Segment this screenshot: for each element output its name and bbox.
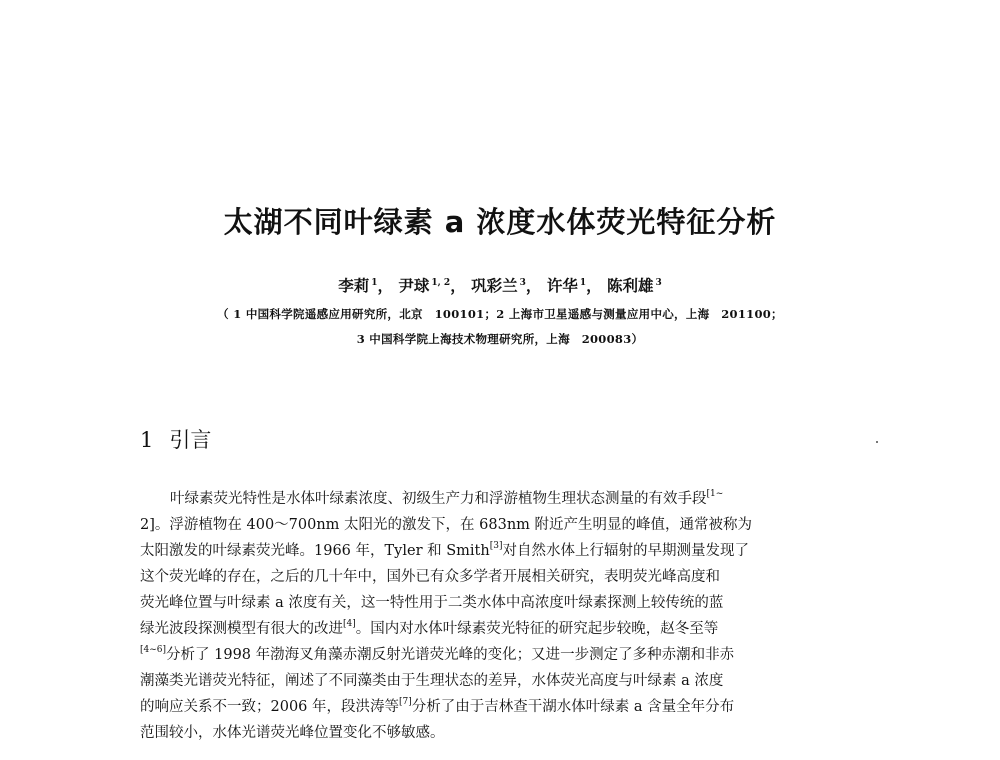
paragraph-line: 的响应关系不一致；2006 年，段洪涛等[7]分析了由于吉林查干湖水体叶绿素 a 含量全年分布 xyxy=(140,697,735,715)
paragraph-line: 2]。浮游植物在 400～700nm 太阳光的激发下，在 683nm 附近产生明显的峰值，通常被称为 xyxy=(140,517,753,533)
author: 尹球 $^{1, 2}$， xyxy=(398,276,466,295)
paragraph-line: 潮藻类光谱荧光特征，阐述了不同藻类由于生理状态的差异，水体荧光高度与叶绿素 a 浓度 xyxy=(140,673,724,689)
citation: [4~6] xyxy=(140,645,167,655)
affiliation-line: 3 中国科学院上海技术物理研究所，上海 200083） xyxy=(356,332,644,346)
citation: [1~ xyxy=(706,489,724,499)
citation: [3] xyxy=(489,541,503,551)
paragraph-line: 太阳激发的叶绿素荧光峰。1966 年，Tyler 和 Smith[3]对自然水体上行辐射的早期测量发现了 xyxy=(140,541,749,559)
section-number: 1 xyxy=(140,428,154,452)
paragraph-line: 叶绿素荧光特性是水体叶绿素浓度、初级生产力和浮游植物生理状态测量的有效手段$^{[1\sim}$ xyxy=(170,489,724,507)
section-title: 引言 xyxy=(169,428,212,452)
citation: [4] xyxy=(343,619,356,629)
paragraph-line: 荧光峰位置与叶绿素 a 浓度有关，这一特性用于二类水体中高浓度叶绿素探测上较传统的蓝 xyxy=(140,595,724,611)
affiliation-line: （ 1 中国科学院遥感应用研究所，北京 100101；2 上海市卫星遥感与测量应用中心，上海 201100； xyxy=(217,307,783,321)
paragraph-line: 范围较小，水体光谱荧光峰位置变化不够敏感。 xyxy=(140,725,445,741)
citation: [7] xyxy=(399,697,412,707)
author: 巩彩兰 $^3$， xyxy=(471,276,542,295)
intro-paragraph xyxy=(140,486,862,746)
scan-speck xyxy=(876,441,878,443)
author: 陈利雄 $^3$ xyxy=(607,276,662,295)
author-list xyxy=(0,274,1000,296)
author: 李莉 $^1$， xyxy=(338,276,393,295)
author: 许华 $^1$， xyxy=(546,276,602,295)
paper-title: 太湖不同叶绿素 a 浓度水体荧光特征分析 xyxy=(223,205,777,239)
section-heading xyxy=(140,424,211,454)
paragraph-line: 这个荧光峰的存在，之后的几十年中，国外已有众多学者开展相关研究，表明荧光峰高度和 xyxy=(140,569,720,585)
paragraph-line: 绿光波段探测模型有很大的改进[4]。国内对水体叶绿素荧光特征的研究起步较晚，赵冬至等 xyxy=(140,619,719,637)
paragraph-line: [4~6]分析了 1998 年渤海叉角藻赤潮反射光谱荧光峰的变化；又进一步测定了多种赤潮和非赤 xyxy=(140,645,735,663)
